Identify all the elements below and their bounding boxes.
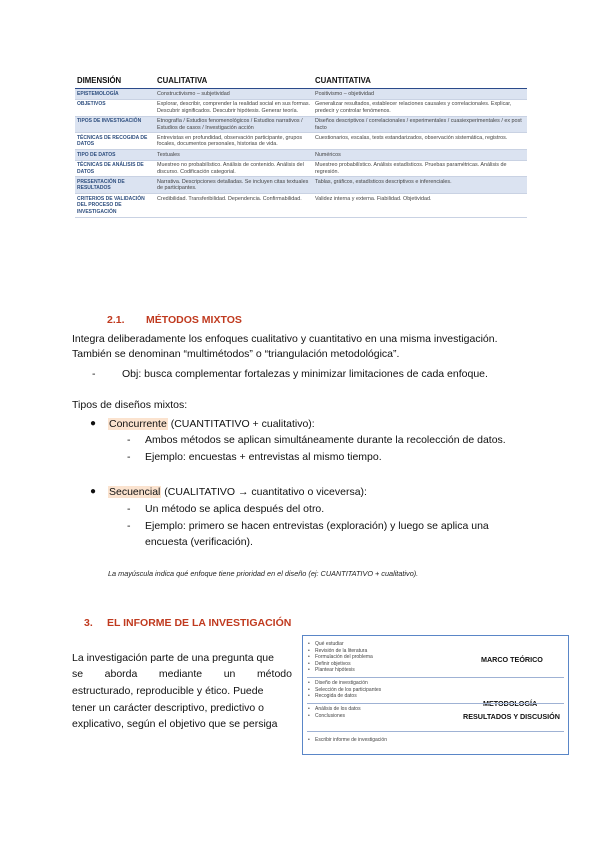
objective-text: Obj: busca complementar fortalezas y minimizar limitaciones de cada enfoque.: [122, 368, 488, 380]
table-cell-quant: Positivismo – objetividad: [313, 89, 527, 99]
dash-bullet: -: [92, 368, 96, 380]
table-cell-qual: Constructivismo – subjetividad: [155, 89, 313, 99]
table-row: [75, 133, 527, 150]
sequential-sub-1: Un método se aplica después del otro.: [145, 503, 325, 515]
divider: [307, 731, 564, 732]
intro-line-2: También se denominan “multimétodos” o “triangulación metodológica”.: [72, 348, 400, 360]
sequential-item: [108, 485, 367, 500]
table-cell-qual: Textuales: [155, 150, 313, 160]
list-item: • Recogida de datos: [315, 693, 381, 700]
sequential-sub-2a: Ejemplo: primero se hacen entrevistas (exploración) y luego se aplica una: [145, 520, 489, 532]
list-item: • Formulación del problema: [315, 654, 373, 661]
marco-teorico-label: MARCO TEÓRICO: [481, 655, 543, 664]
table-body: [75, 89, 527, 217]
list-item: • Análisis de los datos: [315, 706, 361, 713]
report-paragraph-line-5: explicativo, según el objetivo que se persiga: [72, 718, 278, 730]
section-number: 2.1.: [107, 314, 125, 326]
list-item: • Diseño de investigación: [315, 680, 381, 687]
bullet-dot: ●: [90, 486, 97, 497]
group-2-list: [315, 680, 381, 700]
section-3-number: 3.: [84, 617, 93, 629]
word: aborda: [104, 668, 138, 680]
table-cell-qual: Etnografía / Estudios fenomenológicos / Estudios narrativos / Estudios de casos / Investigación acción: [155, 116, 313, 133]
table-cell-dim: OBJETIVOS: [75, 99, 155, 116]
word: método: [256, 668, 292, 680]
concurrent-rest: (CUANTITATIVO + cualitativo):: [167, 418, 315, 430]
header-quantitative: CUANTITATIVA: [313, 74, 527, 89]
table-row: [75, 177, 527, 194]
table-row: [75, 99, 527, 116]
list-item: • Definir objetivos: [315, 661, 373, 668]
table-row: [75, 160, 527, 177]
list-item: • Conclusiones: [315, 713, 361, 720]
list-item: • Plantear hipótesis: [315, 667, 373, 674]
sequential-rest: (CUALITATIVO → cuantitativo o viceversa):: [161, 486, 367, 498]
table-cell-quant: Cuestionarios, escalas, tests estandarizados, observación sistemática, registros.: [313, 133, 527, 150]
table-cell-qual: Muestreo no probabilístico. Análisis de contenido. Análisis del discurso. Codificación categorial.: [155, 160, 313, 177]
table-cell-quant: Generalizar resultados, establecer relaciones causales y correlacionales. Explicar, predecir y controlar fenómenos.: [313, 99, 527, 116]
table-cell-qual: Credibilidad. Transferibilidad. Dependencia. Confirmabilidad.: [155, 194, 313, 217]
report-paragraph-line-2: [72, 667, 292, 682]
word: mediante: [158, 668, 203, 680]
types-label: Tipos de diseños mixtos:: [72, 399, 188, 411]
header-qualitative: CUALITATIVA: [155, 74, 313, 89]
table-row: [75, 116, 527, 133]
table-cell-quant: Diseños descriptivos / correlacionales / experimentales / cuasiexperimentales / ex post facto: [313, 116, 527, 133]
table-row: [75, 194, 527, 217]
table-cell-dim: TIPOS DE INVESTIGACIÓN: [75, 116, 155, 133]
list-item: • Selección de los participantes: [315, 687, 381, 694]
metodologia-label: METODOLOGÍA: [483, 699, 538, 708]
word: se: [72, 668, 84, 680]
group-1-list: [315, 641, 373, 674]
concurrent-highlight: Concurrente: [109, 418, 167, 430]
table-cell-quant: Validez interna y externa. Fiabilidad. Objetividad.: [313, 194, 527, 217]
dash-bullet: -: [127, 503, 131, 515]
list-item: • Qué estudiar: [315, 641, 373, 648]
table-cell-qual: Entrevistas en profundidad, observación participante, grupos focales, documentos personales, historias de vida.: [155, 133, 313, 150]
table-cell-qual: Explorar, describir, comprender la realidad social en sus formas. Descubrir significados. Descubrir hipótesis. Generar teoría.: [155, 99, 313, 116]
report-paragraph-line-3: estructurado, reproducible y ético. Puede: [72, 685, 264, 697]
comparison-table: [75, 74, 527, 218]
concurrent-sub-2: Ejemplo: encuestas + entrevistas al mismo tiempo.: [145, 451, 382, 463]
table-cell-dim: TÉCNICAS DE RECOGIDA DE DATOS: [75, 133, 155, 150]
table-cell-quant: Numéricos: [313, 150, 527, 160]
table-row: [75, 150, 527, 160]
concurrent-sub-1: Ambos métodos se aplican simultáneamente durante la recolección de datos.: [145, 434, 506, 446]
table-cell-dim: TIPO DE DATOS: [75, 150, 155, 160]
last-step: • Escribir informe de investigación: [315, 737, 387, 743]
word: un: [223, 668, 236, 680]
bullet-dot: ●: [90, 418, 97, 429]
dash-bullet: -: [127, 451, 131, 463]
intro-line-1: Integra deliberadamente los enfoques cualitativo y cuantitativo en una misma investigación.: [72, 333, 498, 345]
table-cell-dim: PRESENTACIÓN DE RESULTADOS: [75, 177, 155, 194]
divider: [307, 677, 564, 678]
table-cell-dim: CRITERIOS DE VALIDACIÓN DEL PROCESO DE INVESTIGACIÓN: [75, 194, 155, 217]
concurrent-item: [108, 417, 315, 432]
list-item: • Revisión de la literatura: [315, 648, 373, 655]
group-3-list: [315, 706, 361, 719]
sequential-sub-2b: encuesta (verificación).: [145, 536, 253, 548]
report-paragraph-line-4: tener un carácter descriptivo, predictivo o: [72, 702, 265, 714]
report-structure-diagram: [302, 635, 569, 755]
resultados-label: RESULTADOS Y DISCUSIÓN: [463, 712, 560, 721]
priority-note: La mayúscula indica qué enfoque tiene prioridad en el diseño (ej: CUANTITATIVO + cualitativo).: [108, 569, 419, 578]
section-3-title: EL INFORME DE LA INVESTIGACIÓN: [107, 617, 292, 629]
table-cell-quant: Tablas, gráficos, estadísticos descriptivos e inferenciales.: [313, 177, 527, 194]
divider: [307, 703, 564, 704]
table-cell-dim: EPISTEMOLOGÍA: [75, 89, 155, 99]
header-dimension: DIMENSIÓN: [75, 74, 155, 89]
table-cell-quant: Muestreo probabilístico. Análisis estadísticos. Pruebas paramétricas. Análisis de regresión.: [313, 160, 527, 177]
table-cell-dim: TÉCNICAS DE ANÁLISIS DE DATOS: [75, 160, 155, 177]
sequential-highlight: Secuencial: [109, 486, 161, 498]
report-paragraph-line-1: La investigación parte de una pregunta que: [72, 652, 274, 664]
dash-bullet: -: [127, 520, 131, 532]
section-title: MÉTODOS MIXTOS: [146, 314, 242, 326]
table-row: [75, 89, 527, 99]
table-cell-qual: Narrativa. Descripciones detalladas. Se incluyen citas textuales de participantes.: [155, 177, 313, 194]
dash-bullet: -: [127, 434, 131, 446]
